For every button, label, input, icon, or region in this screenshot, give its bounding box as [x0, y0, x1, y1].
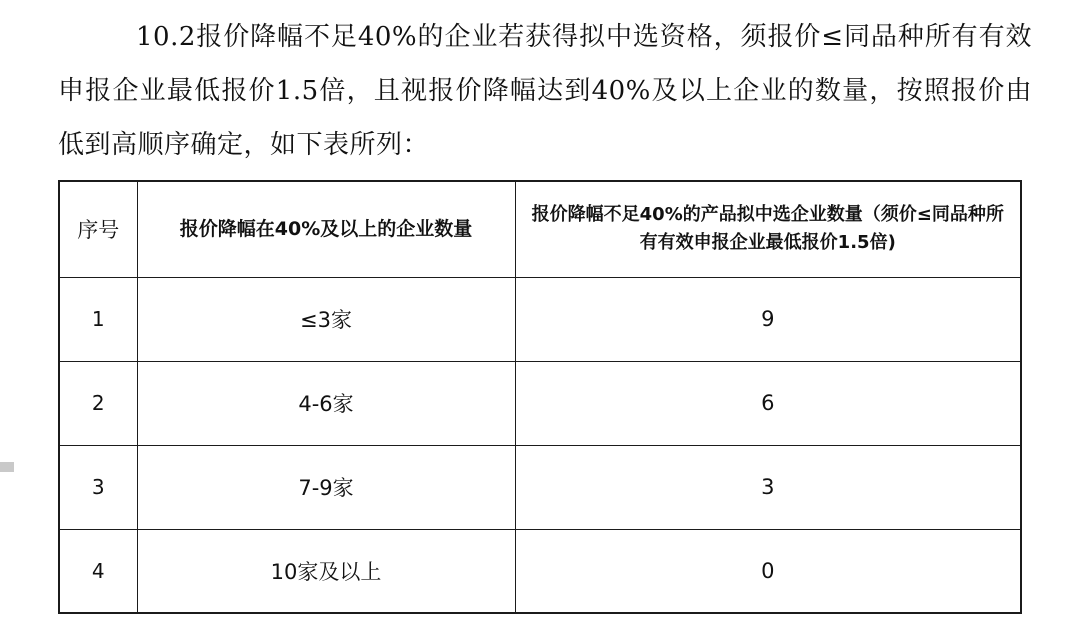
cell-enterprise-count: 4-6家 — [137, 361, 515, 445]
column-header-enterprise-count: 报价降幅在40%及以上的企业数量 — [137, 181, 515, 277]
cell-enterprise-count: 10家及以上 — [137, 529, 515, 613]
paragraph-10-2 — [0, 0, 1080, 172]
column-header-index: 序号 — [59, 181, 137, 277]
cell-index: 4 — [59, 529, 137, 613]
table-row — [59, 361, 1021, 445]
cell-enterprise-count: ≤3家 — [137, 277, 515, 361]
cell-enterprise-count: 7-9家 — [137, 445, 515, 529]
cell-selected-count: 0 — [515, 529, 1021, 613]
table-row — [59, 445, 1021, 529]
table-body — [59, 277, 1021, 613]
cell-selected-count: 3 — [515, 445, 1021, 529]
cell-selected-count: 9 — [515, 277, 1021, 361]
cell-index: 1 — [59, 277, 137, 361]
cell-index: 2 — [59, 361, 137, 445]
paragraph-text: 10.2报价降幅不足40%的企业若获得拟中选资格，须报价≤同品种所有有效申报企业最低报价1.5倍，且视报价降幅达到40%及以上企业的数量，按照报价由低到高顺序确定，如下表所列： — [58, 22, 1032, 160]
column-header-selected-count: 报价降幅不足40%的产品拟中选企业数量（须价≤同品种所有有效申报企业最低报价1.5倍) — [515, 181, 1021, 277]
table-header-row — [59, 181, 1021, 277]
bid-selection-table — [58, 180, 1022, 614]
page-edge-artifact — [0, 462, 14, 472]
cell-index: 3 — [59, 445, 137, 529]
table-row — [59, 529, 1021, 613]
table-row — [59, 277, 1021, 361]
table-header — [59, 181, 1021, 277]
cell-selected-count: 6 — [515, 361, 1021, 445]
